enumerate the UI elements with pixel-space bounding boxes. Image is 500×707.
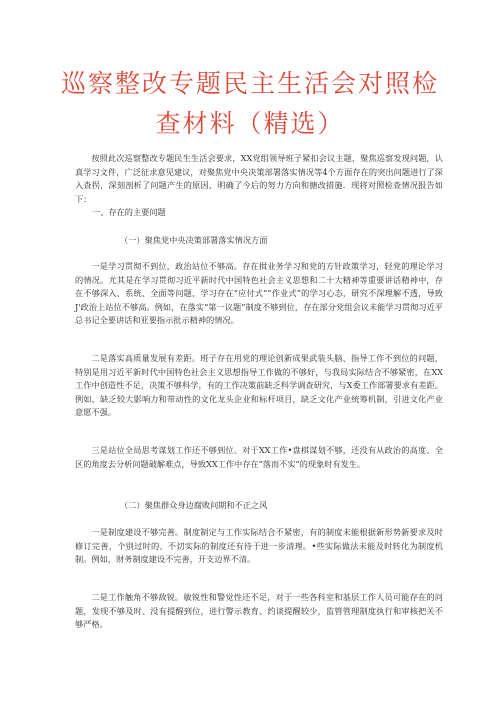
paragraph-3: 三是站位全局思考谋划工作还不够到位。对于XX工作•盘棋谋划不够，还没有从政治的高度、全区的角度去分析问题破解难点，导致XX工作中存在“落而不实”的现象时有发生。 [75,445,443,469]
paragraph-5: 二是工作触角不够敌锐。敏锐性和警觉性还不足，对于一些各科室和基层工作人员可能存在的问题，发现不够及时、没有提醒到位，进行警示教育、约谈提醒较少，监管管理制度执行和审核把关不够严格。 [75,592,443,629]
section-heading-main-problems: 一、存在的主要问题 [92,207,166,217]
subsection-heading-1: （一）聚焦党中央决策部署落实情况方面 [120,235,268,245]
paragraph-2: 二是落实高质量发展有差距。班子存在用党的理论创新成果武装头脑、指导工作不到位的问题，特别是用习近平新时代中国特色社会主义思想指导工作做的不够好，与我局实际结合不够紧密，在XX工作中创造性不足，决策不够科学，有的工作决策前缺乏科学调查研究，与X委工作部署要求有差距。例如，缺乏较大影响力和带动性的文化龙头企业和标杆项目，缺乏文化产业统筹机制，引进文化产业意愿不强。 [75,353,443,417]
document-title-line-2: 查材料（精选） [155,109,345,138]
intro-paragraph: 按照此次巡察整改专题民生生活会要求，XX党组领导班子紧扣会议主题，聚焦巡察发现问题，认真学习文件，广泛征求意见建议，对聚焦党中央决策部署落实情况等4个方面存在的突出问题进行了深入查拐，深刻剖析了问题产生的原因，明确了今后的努力方向和搪改措施．现将对照检查情况报告如下： [75,153,443,204]
paragraph-1: 一是学习贯彻不到位，政治站位不够高。存在揖业务学习和党的方针政策学习，轻党的理论学习的情况。尤其是在学习贯彻习近平新时代中国特色社会主义思想和二十大精神等重要讲话精神中，存在不够深入、系统、全面等问题，学习存在“应付式”“作业式”的学习心态，研究不深理解不透，导致J'政治上站位不够高。例如，在落实“第一议题”制度不够到位，存在部分党组会议未能学习贯彻习近平总书记全要讲话和亚要指示批示精神的情况。 [75,261,443,325]
paragraph-4: 一是制度建设不够完善。制度制定与工作实际结合不紧密，有的制度未能根据新形势新要求及时修订完善，个别过时的、不切实际的制度还有待于进一步清理。•些实际做法未能及时转化为制度机制。例如，财务制度建设不完善，开支边界不清。 [75,527,443,564]
document-title-line-1: 巡察整改专题民主生活会对照检 [60,69,439,98]
subsection-heading-2: （二）聚焦群众身边腐败问期和不正之风 [120,500,268,510]
